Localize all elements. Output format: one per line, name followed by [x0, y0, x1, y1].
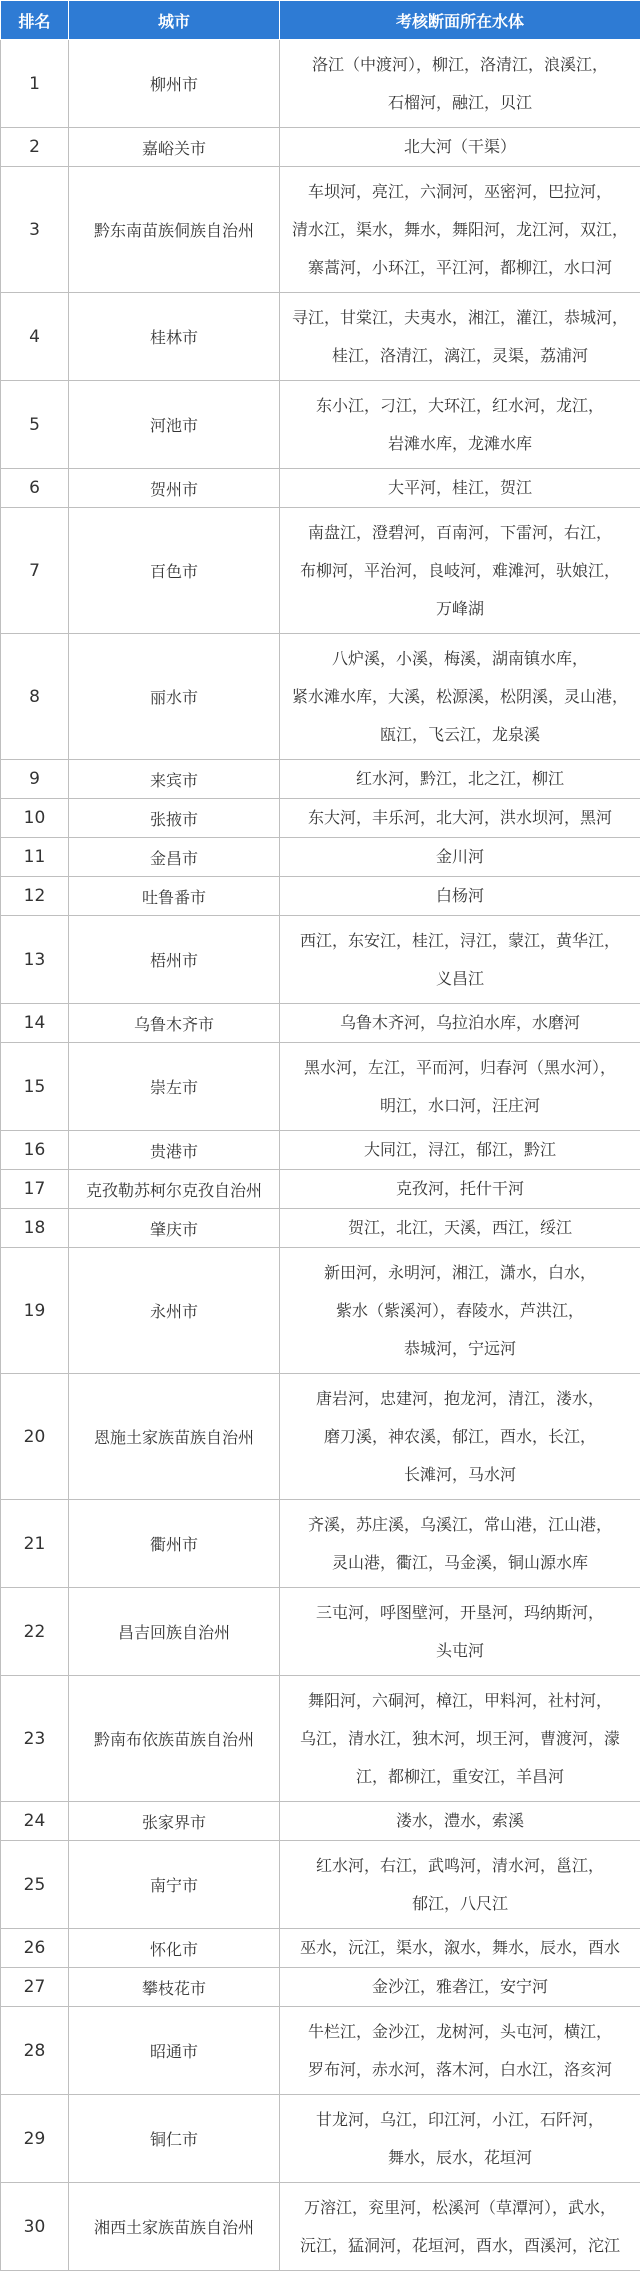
- header-water-body: 考核断面所在水体: [280, 1, 640, 40]
- water-body-cell: [280, 40, 640, 128]
- water-body-line: 南盘江，澄碧河，百南河，下雷河，右江，: [284, 514, 636, 552]
- water-body-line: 乌鲁木齐河，乌拉泊水库，水磨河: [284, 1004, 636, 1042]
- table-row: [1, 2095, 640, 2183]
- water-body-line: 万溶江，兖里河，松溪河（草潭河），武水，: [284, 2189, 636, 2227]
- water-body-cell: [280, 128, 640, 167]
- city-cell: 昌吉回族自治州: [69, 1588, 280, 1676]
- water-body-cell: [280, 508, 640, 634]
- water-body-cell: [280, 1131, 640, 1170]
- rank-cell: 7: [1, 508, 69, 634]
- water-body-line: 黑水河，左江，平而河，归春河（黑水河），: [284, 1049, 636, 1087]
- city-cell: 贺州市: [69, 469, 280, 508]
- rank-cell: 24: [1, 1802, 69, 1841]
- water-body-line: 石榴河，融江，贝江: [284, 84, 636, 122]
- city-cell: 金昌市: [69, 838, 280, 877]
- water-body-cell: [280, 760, 640, 799]
- city-cell: 铜仁市: [69, 2095, 280, 2183]
- table-row: [1, 1929, 640, 1968]
- rank-cell: 2: [1, 128, 69, 167]
- table-row: [1, 1676, 640, 1802]
- table-row: [1, 1004, 640, 1043]
- rank-cell: 17: [1, 1170, 69, 1209]
- rank-cell: 19: [1, 1248, 69, 1374]
- rank-cell: 11: [1, 838, 69, 877]
- table-row: [1, 1500, 640, 1588]
- city-cell: 来宾市: [69, 760, 280, 799]
- table-body: [1, 40, 640, 2271]
- table-row: [1, 1131, 640, 1170]
- rank-cell: 14: [1, 1004, 69, 1043]
- city-cell: 昭通市: [69, 2007, 280, 2095]
- table-row: [1, 469, 640, 508]
- water-body-line: 克孜河，托什干河: [284, 1170, 636, 1208]
- table-row: [1, 381, 640, 469]
- water-body-line: 郁江，八尺江: [284, 1885, 636, 1923]
- header-city: 城市: [69, 1, 280, 40]
- rank-cell: 1: [1, 40, 69, 128]
- city-cell: 肇庆市: [69, 1209, 280, 1248]
- rank-cell: 9: [1, 760, 69, 799]
- rank-cell: 25: [1, 1841, 69, 1929]
- table-row: [1, 1043, 640, 1131]
- city-cell: 克孜勒苏柯尔克孜自治州: [69, 1170, 280, 1209]
- city-cell: 怀化市: [69, 1929, 280, 1968]
- water-body-cell: [280, 167, 640, 293]
- water-body-line: 洛江（中渡河），柳江，洛清江，浪溪江，: [284, 46, 636, 84]
- water-body-line: 沅江，猛洞河，花垣河，酉水，酉溪河，沱江: [284, 2227, 636, 2265]
- water-body-line: 甘龙河，乌江，印江河，小江，石阡河，: [284, 2101, 636, 2139]
- water-body-cell: [280, 1500, 640, 1588]
- city-cell: 湘西土家族苗族自治州: [69, 2183, 280, 2271]
- city-cell: 嘉峪关市: [69, 128, 280, 167]
- water-body-line: 头屯河: [284, 1632, 636, 1670]
- table-header-row: [1, 1, 640, 40]
- rank-cell: 23: [1, 1676, 69, 1802]
- water-body-line: 东小江，刁江，大环江，红水河，龙江，: [284, 387, 636, 425]
- table-row: [1, 838, 640, 877]
- water-body-line: 磨刀溪，神农溪，郁江，酉水，长江，: [284, 1418, 636, 1456]
- table-row: [1, 2007, 640, 2095]
- city-cell: 黔南布依族苗族自治州: [69, 1676, 280, 1802]
- city-cell: 吐鲁番市: [69, 877, 280, 916]
- water-body-line: 红水河，右江，武鸣河，清水河，邕江，: [284, 1847, 636, 1885]
- water-body-line: 万峰湖: [284, 590, 636, 628]
- water-body-line: 新田河，永明河，湘江，潇水，白水，: [284, 1254, 636, 1292]
- water-body-line: 西江，东安江，桂江，浔江，蒙江，黄华江，: [284, 922, 636, 960]
- rank-cell: 22: [1, 1588, 69, 1676]
- table-row: [1, 293, 640, 381]
- table-row: [1, 760, 640, 799]
- table-row: [1, 877, 640, 916]
- water-body-line: 桂江，洛清江，漓江，灵渠，荔浦河: [284, 337, 636, 375]
- water-body-line: 江，都柳江，重安江，羊昌河: [284, 1758, 636, 1796]
- water-body-line: 红水河，黔江，北之江，柳江: [284, 760, 636, 798]
- rank-cell: 29: [1, 2095, 69, 2183]
- water-body-line: 舞阳河，六硐河，樟江，甲料河，社村河，: [284, 1682, 636, 1720]
- water-body-line: 紧水滩水库，大溪，松源溪，松阴溪，灵山港，: [284, 678, 636, 716]
- water-body-cell: [280, 877, 640, 916]
- table-row: [1, 508, 640, 634]
- water-body-cell: [280, 1170, 640, 1209]
- city-cell: 衢州市: [69, 1500, 280, 1588]
- city-cell: 永州市: [69, 1248, 280, 1374]
- water-body-cell: [280, 2007, 640, 2095]
- water-body-cell: [280, 1004, 640, 1043]
- water-body-line: 八炉溪，小溪，梅溪，湖南镇水库，: [284, 640, 636, 678]
- water-body-line: 北大河（干渠）: [284, 128, 636, 166]
- city-cell: 柳州市: [69, 40, 280, 128]
- city-cell: 黔东南苗族侗族自治州: [69, 167, 280, 293]
- city-cell: 崇左市: [69, 1043, 280, 1131]
- water-body-cell: [280, 2183, 640, 2271]
- water-body-cell: [280, 1841, 640, 1929]
- rank-cell: 8: [1, 634, 69, 760]
- table-row: [1, 167, 640, 293]
- water-body-line: 大平河，桂江，贺江: [284, 469, 636, 507]
- water-body-cell: [280, 469, 640, 508]
- water-body-cell: [280, 916, 640, 1004]
- table-row: [1, 1841, 640, 1929]
- water-body-line: 布柳河，平治河，良岐河，难滩河，驮娘江，: [284, 552, 636, 590]
- water-body-line: 恭城河，宁远河: [284, 1330, 636, 1368]
- water-body-line: 金沙江，雅砻江，安宁河: [284, 1968, 636, 2006]
- water-body-cell: [280, 1968, 640, 2007]
- table-row: [1, 1968, 640, 2007]
- city-cell: 贵港市: [69, 1131, 280, 1170]
- water-body-line: 罗布河，赤水河，落木河，白水江，洛亥河: [284, 2051, 636, 2089]
- water-body-cell: [280, 1588, 640, 1676]
- water-body-cell: [280, 1209, 640, 1248]
- rank-cell: 3: [1, 167, 69, 293]
- rank-cell: 12: [1, 877, 69, 916]
- water-body-line: 金川河: [284, 838, 636, 876]
- city-cell: 梧州市: [69, 916, 280, 1004]
- rank-cell: 30: [1, 2183, 69, 2271]
- rank-cell: 15: [1, 1043, 69, 1131]
- water-body-line: 寻江，甘棠江，夫夷水，湘江，灌江，恭城河，: [284, 299, 636, 337]
- water-body-cell: [280, 1802, 640, 1841]
- water-body-line: 长滩河，马水河: [284, 1456, 636, 1494]
- table-row: [1, 40, 640, 128]
- rank-cell: 28: [1, 2007, 69, 2095]
- city-cell: 丽水市: [69, 634, 280, 760]
- city-cell: 百色市: [69, 508, 280, 634]
- table-row: [1, 1374, 640, 1500]
- table-row: [1, 1170, 640, 1209]
- rank-cell: 20: [1, 1374, 69, 1500]
- water-body-cell: [280, 1676, 640, 1802]
- table-row: [1, 1802, 640, 1841]
- city-cell: 乌鲁木齐市: [69, 1004, 280, 1043]
- table-row: [1, 128, 640, 167]
- water-body-cell: [280, 1374, 640, 1500]
- water-body-line: 寨蒿河，小环江，平江河，都柳江，水口河: [284, 249, 636, 287]
- water-body-line: 白杨河: [284, 877, 636, 915]
- table-row: [1, 916, 640, 1004]
- water-body-line: 乌江，清水江，独木河，坝王河，曹渡河，濛: [284, 1720, 636, 1758]
- rank-cell: 26: [1, 1929, 69, 1968]
- city-cell: 桂林市: [69, 293, 280, 381]
- rank-cell: 10: [1, 799, 69, 838]
- rank-cell: 18: [1, 1209, 69, 1248]
- water-body-line: 紫水（紫溪河），舂陵水，芦洪江，: [284, 1292, 636, 1330]
- water-body-line: 巫水，沅江，渠水，溆水，舞水，辰水，酉水: [284, 1929, 636, 1967]
- water-body-cell: [280, 293, 640, 381]
- water-body-line: 溇水，澧水，索溪: [284, 1802, 636, 1840]
- water-body-line: 牛栏江，金沙江，龙树河，头屯河，横江，: [284, 2013, 636, 2051]
- city-cell: 张家界市: [69, 1802, 280, 1841]
- city-cell: 南宁市: [69, 1841, 280, 1929]
- rank-cell: 21: [1, 1500, 69, 1588]
- water-body-line: 唐岩河，忠建河，抱龙河，清江，溇水，: [284, 1380, 636, 1418]
- rank-cell: 13: [1, 916, 69, 1004]
- water-body-line: 岩滩水库，龙滩水库: [284, 425, 636, 463]
- water-body-cell: [280, 1043, 640, 1131]
- rank-cell: 4: [1, 293, 69, 381]
- water-body-cell: [280, 1248, 640, 1374]
- table-row: [1, 634, 640, 760]
- water-body-cell: [280, 381, 640, 469]
- water-body-line: 车坝河，亮江，六洞河，巫密河，巴拉河，: [284, 173, 636, 211]
- water-body-line: 东大河，丰乐河，北大河，洪水坝河，黑河: [284, 799, 636, 837]
- table-row: [1, 2183, 640, 2271]
- water-body-line: 三屯河，呼图壁河，开垦河，玛纳斯河，: [284, 1594, 636, 1632]
- table-row: [1, 1248, 640, 1374]
- table-row: [1, 799, 640, 838]
- table-row: [1, 1209, 640, 1248]
- water-body-line: 舞水，辰水，花垣河: [284, 2139, 636, 2177]
- water-body-line: 明江，水口河，汪庄河: [284, 1087, 636, 1125]
- water-body-cell: [280, 799, 640, 838]
- city-cell: 恩施土家族苗族自治州: [69, 1374, 280, 1500]
- water-body-line: 清水江，渠水，舞水，舞阳河，龙江河，双江，: [284, 211, 636, 249]
- city-cell: 河池市: [69, 381, 280, 469]
- water-body-cell: [280, 1929, 640, 1968]
- water-body-cell: [280, 2095, 640, 2183]
- water-body-line: 瓯江，飞云江，龙泉溪: [284, 716, 636, 754]
- rank-cell: 5: [1, 381, 69, 469]
- water-body-line: 义昌江: [284, 960, 636, 998]
- water-body-line: 齐溪，苏庄溪，乌溪江，常山港，江山港，: [284, 1506, 636, 1544]
- water-body-cell: [280, 634, 640, 760]
- rank-cell: 6: [1, 469, 69, 508]
- city-cell: 攀枝花市: [69, 1968, 280, 2007]
- header-rank: 排名: [1, 1, 69, 40]
- rank-cell: 16: [1, 1131, 69, 1170]
- water-body-line: 贺江，北江，天溪，西江，绥江: [284, 1209, 636, 1247]
- city-cell: 张掖市: [69, 799, 280, 838]
- water-body-line: 灵山港，衢江，马金溪，铜山源水库: [284, 1544, 636, 1582]
- water-body-line: 大同江，浔江，郁江，黔江: [284, 1131, 636, 1169]
- table-row: [1, 1588, 640, 1676]
- water-body-cell: [280, 838, 640, 877]
- rank-cell: 27: [1, 1968, 69, 2007]
